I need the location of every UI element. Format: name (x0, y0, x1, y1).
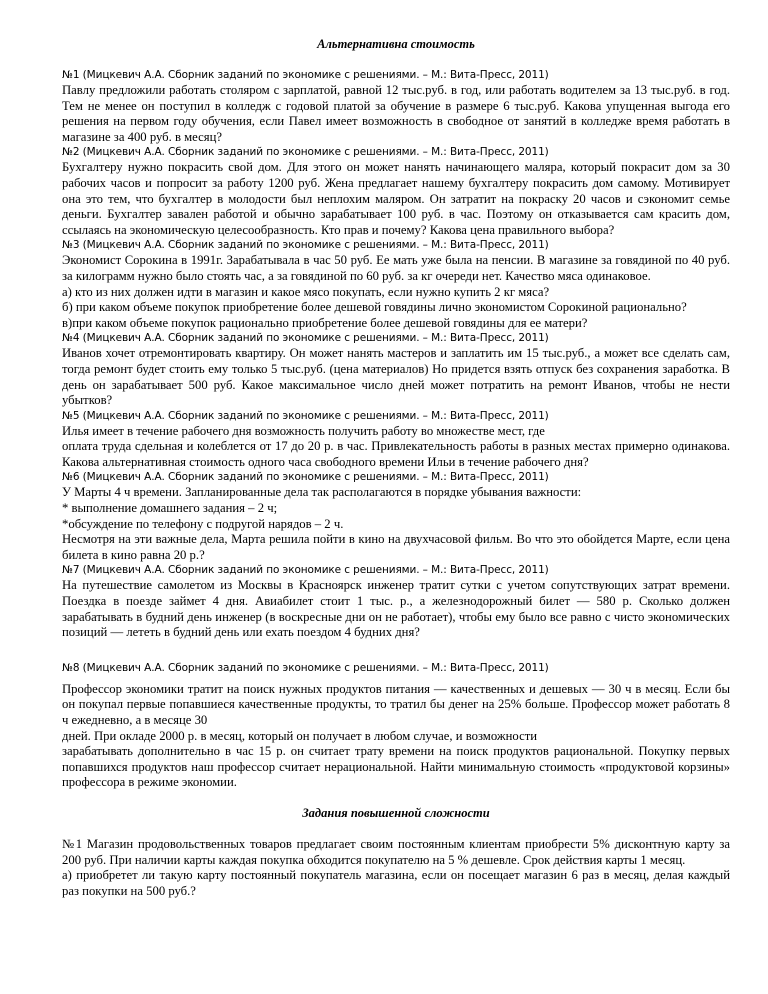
problem-1 (62, 68, 730, 145)
section-title: Задания повышенной сложности (302, 805, 490, 820)
problem-5 (62, 409, 730, 471)
problem-question-c: в)при каком объеме покупок рационально приобретение более дешевой говядины для ее матери? (62, 315, 588, 330)
problem-bullet: *обсуждение по телефону с подругой нарядов – 2 ч. (62, 516, 344, 531)
problem-question-a: а) кто из них должен идти в магазин и какое мясо покупать, если нужно купить 2 кг мяса? (62, 284, 550, 299)
problem-text: №1 Магазин продовольственных товаров предлагает своим постоянным клиентам приобрести 5% дисконтную карту за 200 руб. При наличии карты каждая покупка обходится покупателю на 5 % дешевле. Срок действия карты 1 месяц. (62, 836, 730, 867)
problem-6 (62, 470, 730, 563)
problem-text: Несмотря на эти важные дела, Марта решила пойти в кино на двухчасовой фильм. Во что это обойдется Марте, если цена билета в кино равна 20 р.? (62, 532, 730, 562)
problem-source: №1 (Мицкевич А.А. Сборник заданий по экономике с решениями. – М.: Вита-Пресс, 2011) (62, 69, 549, 81)
problem-text: оплата труда сдельная и колеблется от 17 до 20 р. в час. Привлекательность работы в разных местах примерно одинакова. Какова альтернативная стоимость одного часа свободного времени Ильи в течение рабочего дня? (62, 439, 730, 469)
problem-text: зарабатывать дополнительно в час 15 р. он считает трату времени на поиск продуктов рациональной. Покупку первых попавшихся продуктов наш профессор считает нерациональной. Найти минимальную стоимость «продуктовой корзины» профессора в режиме экономии. (62, 744, 730, 790)
problem-source: №7 (Мицкевич А.А. Сборник заданий по экономике с решениями. – М.: Вита-Пресс, 2011) (62, 564, 549, 577)
problem-question-a: а) приобретет ли такую карту постоянный покупатель магазина, если он посещает магазин 6 раз в месяц, делая каждый раз покупки на 500 руб.? (62, 868, 730, 898)
problem-bullet: * выполнение домашнего задания – 2 ч; (62, 501, 278, 516)
problem-source: №4 (Мицкевич А.А. Сборник заданий по экономике с решениями. – М.: Вита-Пресс, 2011) (62, 332, 549, 345)
problem-text: Илья имеет в течение рабочего дня возможность получить работу во множестве мест, где (62, 423, 545, 438)
problem-source: №8 (Мицкевич А.А. Сборник заданий по экономике с решениями. – М.: Вита-Пресс, 2011) (62, 661, 549, 674)
problem-text: Профессор экономики тратит на поиск нужных продуктов питания — качественных и дешевых — 30 ч в месяц. Если бы он покупал первые попавшиеся качественные продукты, то тратил бы денег на 25% больше. Профессор может работать 8 ч ежедневно, а в месяце 30 (62, 681, 730, 727)
problem-source: №5 (Мицкевич А.А. Сборник заданий по экономике с решениями. – М.: Вита-Пресс, 2011) (62, 409, 549, 422)
problem-source: №3 (Мицкевич А.А. Сборник заданий по экономике с решениями. – М.: Вита-Пресс, 2011) (62, 239, 549, 252)
problem-question-b: б) при каком объеме покупок приобретение более дешевой говядины лично экономистом Сорокиной рационально? (62, 300, 687, 315)
problem-text: Иванов хочет отремонтировать квартиру. Он может нанять мастеров и заплатить им 15 тыс.руб., а может все сделать сам, тогда ремонт будет стоить ему только 5 тыс.руб. (цена материалов) Но придется взять отпуск без сохранения заработка. В день он зарабатывает 500 руб. Какое максимальное число дней может потратить на ремонт Иванов, чтобы не нести убытков? (62, 346, 730, 408)
problem-4 (62, 331, 730, 408)
advanced-problem-1 (62, 837, 730, 899)
problem-source: №6 (Мицкевич А.А. Сборник заданий по экономике с решениями. – М.: Вита-Пресс, 2011) (62, 471, 549, 484)
problem-2 (62, 145, 730, 238)
problem-text: Павлу предложили работать столяром с зарплатой, равной 12 тыс.руб. в год, или работать водителем за 13 тыс.руб. в год. Тем не менее он поступил в колледж с годовой платой за обучение в размере 6 тыс.руб. Какова упущенная выгода его решения на первом году обучения, если Павел имеет возможность в свободное от занятий в колледже время работать в магазине за 400 руб. в месяц? (62, 83, 730, 144)
problem-3 (62, 238, 730, 331)
problem-8 (62, 661, 730, 791)
problem-text: Экономист Сорокина в 1991г. Зарабатывала в час 50 руб. Ее мать уже была на пенсии. В магазине за говядиной по 40 руб. за килограмм нужно было стоять час, а за говядиной по 60 руб. за кг очереди нет. Качество мяса одинаковое. (62, 253, 730, 283)
problem-text: дней. При окладе 2000 р. в месяц, который он получает в любом случае, и возможности (62, 728, 538, 743)
problem-text: Бухгалтеру нужно покрасить свой дом. Для этого он может нанять начинающего маляра, который покрасит дом за 30 рабочих часов и попросит за работу 1200 руб. Жена предлагает нашему бухгалтеру покрасить дом самому. Мотивирует она это тем, что бухгалтер в молодости был неплохим маляром. Он затратит на покраску 20 часов и сэкономит семье деньги. Бухгалтер завален работой и обычно зарабатывает 100 руб. в час. Поэтому он отказывается сам красить дом, ссылаясь на экономическую целесообразность. Кто прав и почему? Какова цена правильного выбора? (62, 160, 730, 237)
problem-7 (62, 563, 730, 640)
page-title: Альтернативна стоимость (317, 37, 475, 51)
problem-source: №2 (Мицкевич А.А. Сборник заданий по экономике с решениями. – М.: Вита-Пресс, 2011) (62, 146, 549, 159)
problem-text: На путешествие самолетом из Москвы в Красноярск инженер тратит сутки с учетом сопутствующих затрат времени. Поездка в поезде займет 4 дня. Авиабилет стоит 1 тыс. р., а железнодорожный билет — 580 р. Сколько должен зарабатывать в будний день инженер (в воскресные дни он не работает), чтобы ему было все равно с чисто экономических позиций — лететь в будний день или ехать поездом 4 будних дня? (62, 578, 730, 640)
problem-text: У Марты 4 ч времени. Запланированные дела так располагаются в порядке убывания важности: (62, 485, 582, 500)
